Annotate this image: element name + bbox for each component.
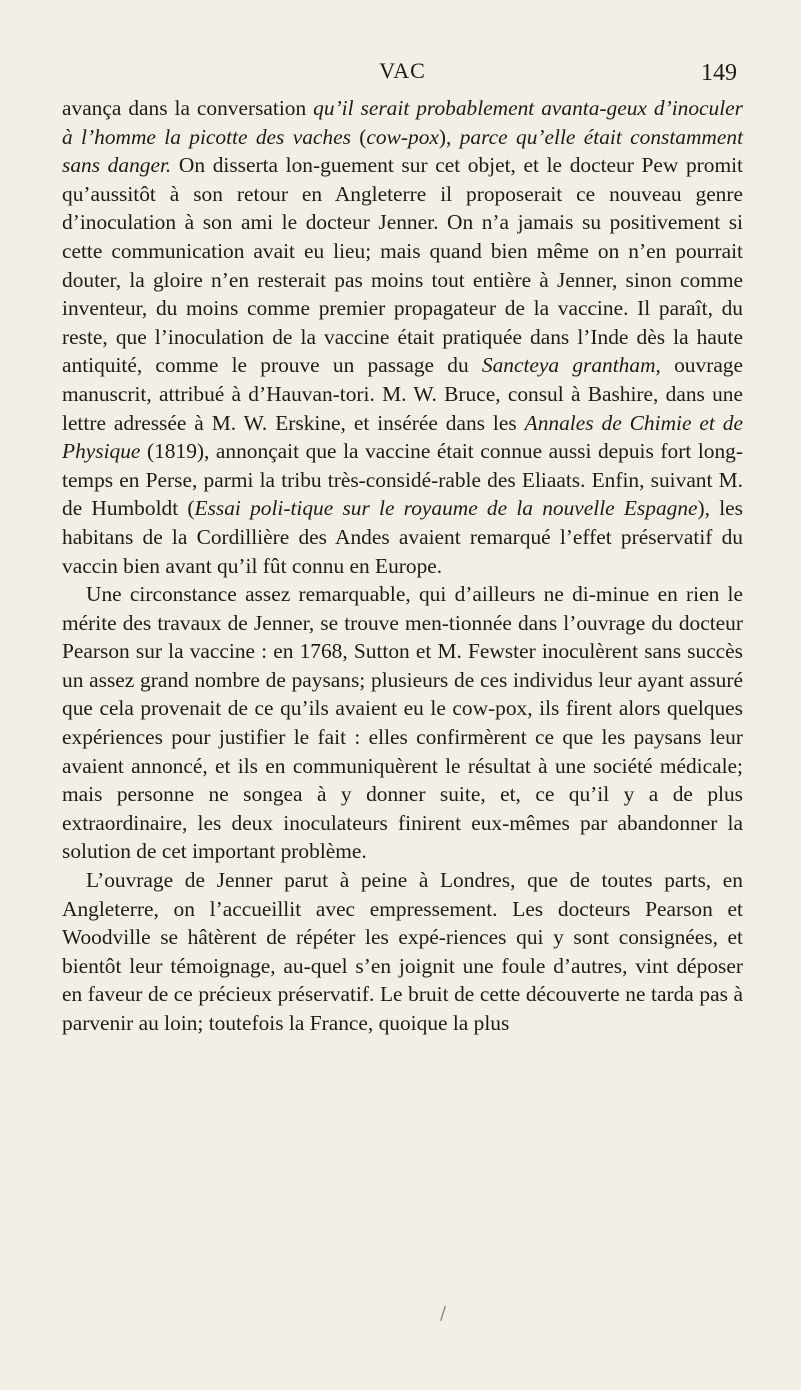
italic-text: qu’il serait probablement avanta-geux d’inoculer à l’homme la picotte des vaches (62, 96, 743, 149)
text-run: ( (350, 124, 367, 149)
text-run: avança dans la conversation (62, 96, 314, 120)
text-run: ), les habitans de la Cordillière des Andes avaient remarqué l’effet préservatif du vaccin bien avant qu’il fût connu en Europe. (62, 496, 743, 578)
italic-text: Annales de Chimie et de Physique (62, 410, 743, 464)
text-run: On disserta lon-guement sur cet objet, et le docteur Pew promit qu’aussitôt à son retour en Angleterre il proposerait ce nouveau genre d’inoculation à son ami le docteur Jenner. On n’a jamais su positivement si cette communication avait eu lieu; mais quand bien même on n’en pourrait douter, la gloire n’en resterait pas moins tout entière à Jenner, sinon comme inventeur, du moins comme premier propagateur de la vaccine. Il paraît, du reste, que l’inoculation de la vaccine était pratiquée dans l’Inde dès la haute antiquité, comme le prouve un passage du (62, 153, 743, 378)
text-run: , ouvrage manuscrit, attribué à d’Hauvan-tori. M. W. Bruce, consul à Bashire, dans une lettre adressée à M. W. Erskine, et insérée dans les (62, 353, 743, 435)
body-text (62, 94, 743, 1038)
running-head: VAC (379, 58, 426, 83)
page-number: 149 (701, 60, 737, 86)
paragraph-2 (62, 580, 743, 866)
italic-text: Essai poli-tique sur le royaume de la nouvelle Espagne (194, 496, 698, 521)
text-run: (1819), annonçait que la vaccine était connue aussi depuis fort long-temps en Perse, parmi la tribu très-considé-rable des Eliaats. Enfin, suivant M. de Humboldt ( (62, 439, 743, 521)
text-run: ), (438, 124, 460, 149)
paragraph-1 (62, 94, 743, 580)
text-run: Une circonstance assez remarquable, qui d’ailleurs ne di-minue en rien le mérite des travaux de Jenner, se trouve men-tionnée dans l’ouvrage du docteur Pearson sur la vaccine : en 1768, Sutton et M. Fewster inoculèrent sans succès un assez grand nombre de paysans; plusieurs de ces individus leur ayant assuré que cela provenait de ce qu’ils avaient eu le cow-pox, ils firent alors quelques expériences pour justifier le fait : elles confirmèrent ce que les paysans leur avaient annoncé, et ils en communiquèrent le résultat à une société médicale; mais personne ne songea à y donner suite, et, ce qu’il y a de plus extraordinaire, les deux inoculateurs finirent eux-mêmes par abandonner la solution de cet important problème. (62, 582, 743, 864)
italic-text: Sancteya grantham (481, 353, 656, 378)
text-run: L’ouvrage de Jenner parut à peine à Londres, que de toutes parts, en Angleterre, on l’accueillit avec empressement. Les docteurs Pearson et Woodville se hâtèrent de répéter les expé-riences qui y sont consignées, et bientôt leur témoignage, au-quel s’en joignit une foule d’autres, vint déposer en faveur de ce précieux préservatif. Le bruit de cette découverte ne tarda pas à parvenir au loin; toutefois la France, quoique la plus (62, 868, 743, 1035)
italic-text: parce qu’elle était constamment sans danger. (62, 124, 744, 178)
stray-pen-mark: / (440, 1303, 447, 1324)
paragraph-3 (62, 866, 743, 1038)
page-header (62, 58, 743, 94)
italic-text: cow-pox (366, 124, 439, 149)
